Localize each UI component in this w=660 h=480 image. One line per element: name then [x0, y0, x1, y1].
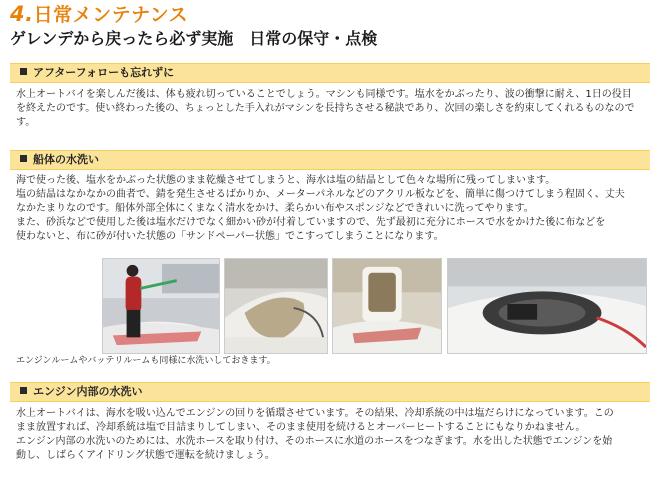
photo-washing-hull	[102, 258, 220, 354]
section-heading-label: エンジン内部の水洗い	[33, 385, 143, 398]
section-body-aftercare	[16, 88, 646, 130]
text-line: なかたまりなのです。船体外部全体にくまなく清水をかけ、柔らかい布やスポンジなどできれいに洗ってやります。	[16, 203, 534, 214]
square-bullet-icon	[20, 387, 27, 394]
section-heading-aftercare	[10, 63, 650, 83]
photo-strip	[102, 258, 647, 354]
section-body-hull-wash	[16, 174, 646, 244]
photo-seat-closeup	[224, 258, 328, 354]
section-heading-hull-wash	[10, 150, 650, 170]
section-heading-label: 船体の水洗い	[33, 153, 99, 166]
section-heading-label: アフターフォローも忘れずに	[33, 66, 175, 79]
section-body-engine-flush	[16, 407, 646, 463]
chapter-number: 4.	[10, 2, 34, 26]
text-line: 使わないと、布に砂が付いた状態の「サンドペーパー状態」でこすってしまうことになります。	[16, 231, 444, 242]
page-subtitle: ゲレンデから戻ったら必ず実施 日常の保守・点検	[10, 29, 378, 48]
text-line: 水上オートバイは、海水を吸い込んでエンジンの回りを循環させています。その結果、冷却系統の中は塩だらけになっています。この	[16, 408, 614, 419]
text-line: まま放置すれば、冷却系統は塩で目詰まりしてしまい、そのまま使用を続けるとオーバーヒートすることにもなりかねません。	[16, 422, 586, 433]
text-line: す。	[16, 117, 36, 128]
text-line: を終えたのです。使い終わった後の、ちょっとした手入れがマシンを長持ちさせる秘訣であり、次回の楽しさを約束してくれるものなので	[16, 103, 635, 114]
page-title	[10, 2, 650, 27]
page-header	[10, 2, 650, 49]
text-line: 塩の結晶はなかなかの曲者で、錆を発生させるばかりか、メーターパネルなどのアクリル板などを、簡単に傷つけてしまう程固く、丈夫	[16, 189, 625, 200]
text-line: 海で使った後、塩水をかぶった状態のまま乾燥させてしまうと、海水は塩の結晶として色々な場所に残ってしまいます。	[16, 175, 556, 186]
square-bullet-icon	[20, 68, 27, 75]
photo-battery-room	[447, 258, 647, 354]
text-line: また、砂浜などで使用した後は塩水だけでなく細かい砂が付着していますので、先ず最初に充分にホースで水をかけた後に布などを	[16, 217, 606, 228]
photo-engine-room	[332, 258, 442, 354]
square-bullet-icon	[20, 155, 27, 162]
photo-caption: エンジンルームやバッテリルームも同様に水洗いしておきます。	[16, 356, 276, 366]
text-line: エンジン内部の水洗いのためには、水洗ホースを取り付け、そのホースに水道のホースをつなぎます。水を出した状態でエンジンを始	[16, 436, 613, 447]
text-line: 動し、しばらくアイドリング状態で運転を続けましょう。	[16, 450, 275, 461]
section-heading-engine-flush	[10, 382, 650, 402]
text-line: 水上オートバイを楽しんだ後は、体も疲れ切っていることでしょう。マシンも同様です。塩水をかぶったり、波の衝撃に耐え、1日の役目	[16, 89, 632, 100]
chapter-title: 日常メンテナンス	[33, 4, 189, 26]
